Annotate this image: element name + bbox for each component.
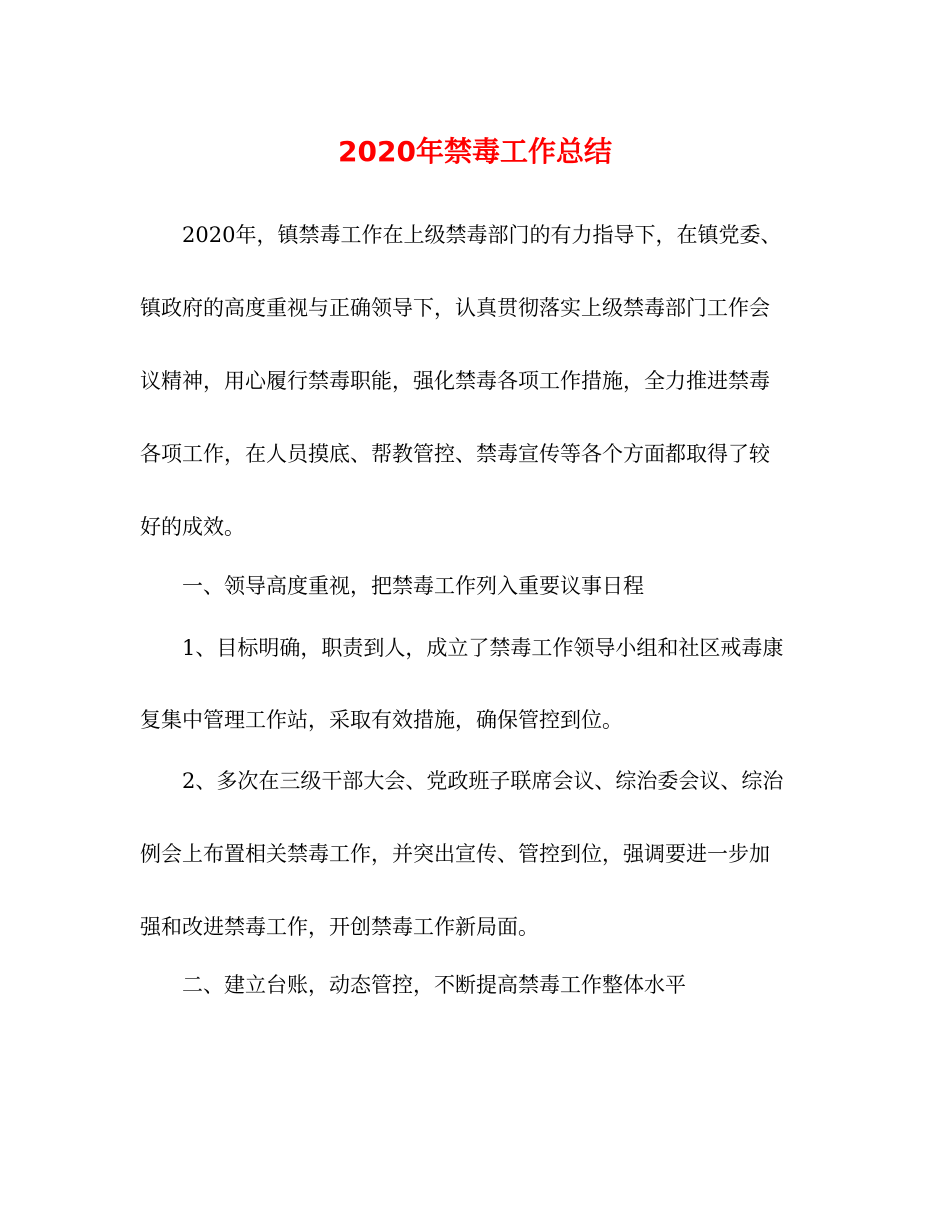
- document-title: 2020年禁毒工作总结: [338, 135, 612, 168]
- item-2-line-3: 强和改进禁毒工作，开创禁毒工作新局面。: [140, 915, 539, 939]
- section-heading-2: 二、建立台账，动态管控，不断提高禁毒工作整体水平: [182, 973, 686, 997]
- item-2-line-1: 2、多次在三级干部大会、党政班子联席会议、综治委会议、综治: [182, 769, 784, 793]
- paragraph-1-line-3: 议精神，用心履行禁毒职能，强化禁毒各项工作措施，全力推进禁毒: [140, 369, 770, 393]
- item-1-line-1: 1、目标明确，职责到人，成立了禁毒工作领导小组和社区戒毒康: [182, 636, 784, 660]
- paragraph-1-line-1: 2020年，镇禁毒工作在上级禁毒部门的有力指导下，在镇党委、: [182, 223, 782, 247]
- item-1-line-2: 复集中管理工作站，采取有效措施，确保管控到位。: [140, 708, 623, 732]
- section-heading-1: 一、领导高度重视，把禁毒工作列入重要议事日程: [182, 574, 644, 598]
- item-2-line-2: 例会上布置相关禁毒工作，并突出宣传、管控到位，强调要进一步加: [140, 842, 770, 866]
- paragraph-1-line-2: 镇政府的高度重视与正确领导下，认真贯彻落实上级禁毒部门工作会: [140, 296, 770, 320]
- paragraph-1-line-5: 好的成效。: [140, 515, 245, 539]
- paragraph-1-line-4: 各项工作，在人员摸底、帮教管控、禁毒宣传等各个方面都取得了较: [140, 442, 770, 466]
